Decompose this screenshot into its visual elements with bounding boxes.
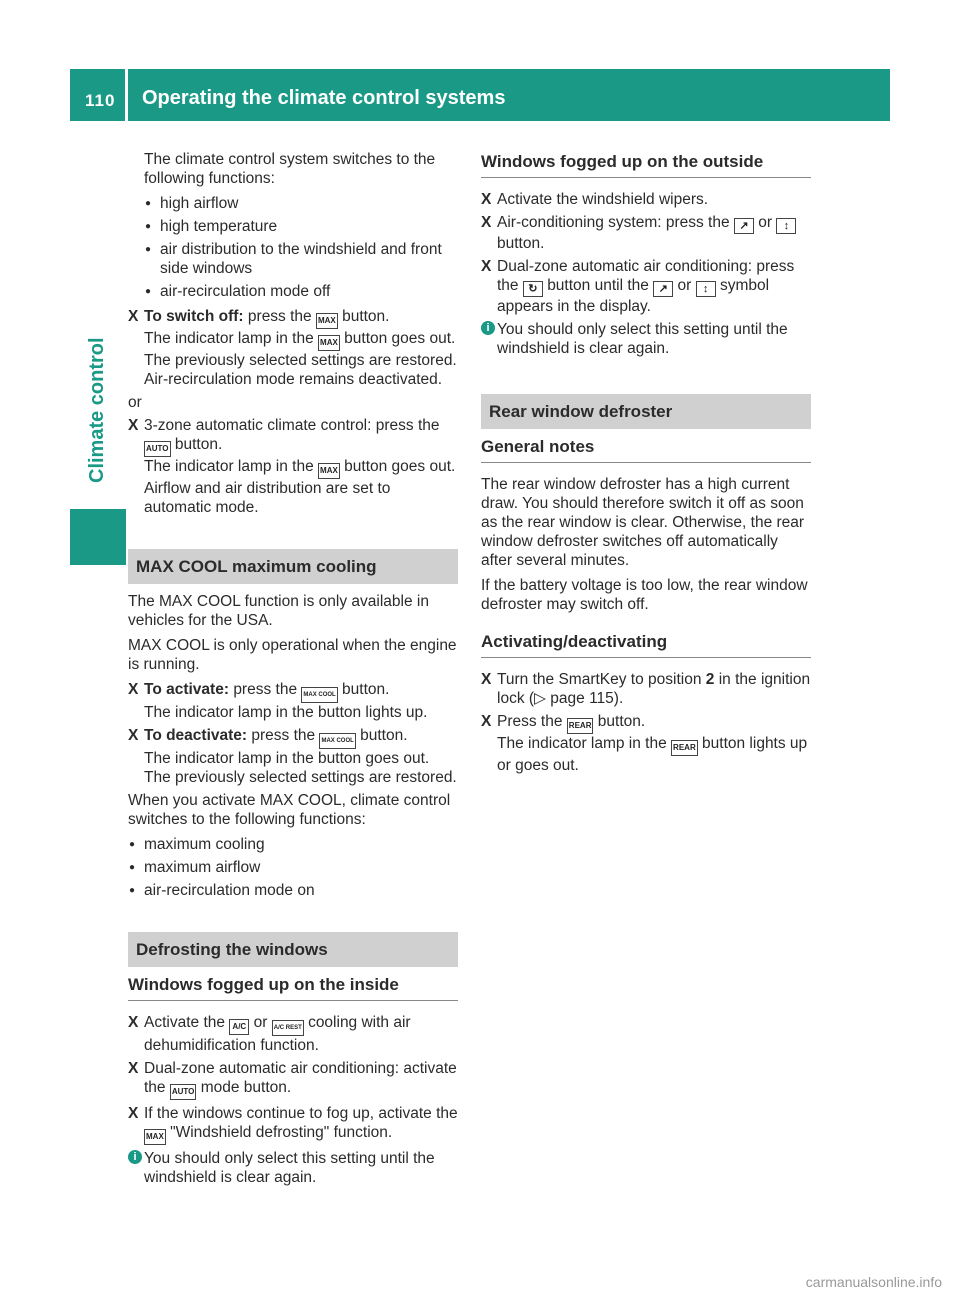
step-text: press the: [233, 681, 298, 698]
step-text: ).: [613, 690, 624, 707]
windshield-max-icon: MAX: [316, 313, 338, 329]
step-text: or: [253, 1014, 268, 1031]
step-arrow-icon: X: [481, 191, 492, 208]
page-header: [70, 69, 890, 121]
list-item: ● air distribution to the windshield and front side windows: [128, 240, 458, 278]
step-arrow-icon: X: [481, 713, 492, 730]
maxcool-icon: MAX COOL: [301, 687, 337, 703]
paragraph: MAX COOL is only operational when the engine is running.: [128, 637, 457, 673]
header-divider: [125, 69, 128, 121]
outside-step: [481, 257, 811, 316]
left-column: [128, 150, 458, 1191]
deactivate-step: [128, 726, 458, 787]
windshield-max-icon: MAX: [318, 463, 340, 479]
air-cycle-icon: ↻: [523, 281, 543, 297]
page-reference-link[interactable]: page 115: [550, 690, 614, 707]
step-text: button.: [174, 436, 223, 453]
outside-step: [481, 190, 811, 209]
step-text: button until the: [547, 277, 649, 294]
heading-text: MAX COOL maximum cooling: [136, 557, 377, 576]
step-detail: The indicator lamp in the: [144, 330, 314, 347]
step-detail: The indicator lamp in the: [144, 458, 314, 475]
activating-heading: Activating/deactivating: [481, 632, 811, 658]
rear-defroster-icon: REAR: [567, 718, 594, 734]
windshield-max-icon: MAX: [318, 335, 340, 351]
step-text: Dual-zone automatic air conditioning: activate the: [144, 1060, 457, 1096]
step-arrow-icon: X: [128, 308, 139, 325]
general-heading: General notes: [481, 437, 811, 463]
page-number: 110: [85, 91, 116, 110]
side-tab: [70, 121, 126, 509]
step-text: button.: [342, 308, 390, 325]
step-detail: button goes out. The previously selected settings are restored. Air-recirculation mode remains deactivated.: [144, 330, 457, 388]
step-detail: The indicator lamp in the button lights up.: [144, 704, 428, 721]
step-text: in the ignition lock (: [497, 671, 811, 707]
side-tab-marker: [70, 509, 126, 565]
zone-step: [128, 416, 458, 517]
info-text: You should only select this setting until the windshield is clear again.: [497, 321, 788, 357]
list-item: ● high airflow: [128, 194, 458, 213]
paragraph: If the battery voltage is too low, the rear window defroster may switch off.: [481, 577, 808, 613]
step-text: Press the: [497, 713, 563, 730]
inside-step: [128, 1013, 458, 1055]
step-arrow-icon: X: [128, 681, 139, 698]
air-up-icon: ↗: [734, 218, 754, 234]
step-arrow-icon: X: [128, 1060, 139, 1077]
switch-off-step: [128, 307, 458, 389]
step-arrow-icon: X: [481, 214, 492, 231]
paragraph: The MAX COOL function is only available in vehicles for the USA.: [128, 593, 429, 629]
step-arrow-icon: X: [128, 1105, 139, 1122]
page-title: Operating the climate control systems: [142, 87, 506, 109]
step-text: press the: [247, 308, 312, 325]
rear-heading: [481, 394, 811, 429]
watermark: carmanualsonline.info: [805, 1274, 942, 1290]
step-text: "Windshield defrosting" function.: [170, 1124, 393, 1141]
ac-rest-icon: A/C REST: [272, 1020, 304, 1036]
list-item: ● maximum airflow: [128, 858, 458, 877]
info-note: [128, 1149, 458, 1187]
step-arrow-icon: X: [128, 417, 139, 434]
air-up-down-icon: ↕: [696, 281, 716, 297]
activating-step: [481, 712, 811, 775]
step-text: button.: [342, 681, 390, 698]
ignition-position: 2: [705, 671, 715, 688]
outside-heading: Windows fogged up on the outside: [481, 152, 811, 178]
step-detail: The indicator lamp in the: [497, 735, 667, 752]
page-ref-arrow-icon: ▷: [534, 690, 546, 707]
defrost-heading: [128, 932, 458, 967]
step-text: Dual-zone automatic air conditioning: press the: [497, 258, 795, 294]
rear-defroster-icon: REAR: [671, 740, 698, 756]
outside-step: [481, 213, 811, 253]
step-detail: button goes out. Airflow and air distribution are set to automatic mode.: [144, 458, 456, 516]
info-text: You should only select this setting until the windshield is clear again.: [144, 1150, 435, 1186]
step-detail: button lights up or goes out.: [497, 735, 808, 774]
activating-step: [481, 670, 811, 708]
step-text: 3-zone automatic climate control: press the: [144, 417, 440, 434]
air-up-icon: ↗: [653, 281, 673, 297]
step-text: button.: [360, 727, 408, 744]
or-text: or: [128, 394, 142, 411]
info-icon: i: [128, 1150, 142, 1164]
inside-heading: Windows fogged up on the inside: [128, 975, 458, 1001]
inside-step: [128, 1059, 458, 1100]
step-arrow-icon: X: [481, 258, 492, 275]
info-icon: i: [481, 321, 495, 335]
step-text: Air-conditioning system: press the: [497, 214, 730, 231]
step-detail: The indicator lamp in the button goes out. The previously selected settings are restored.: [144, 750, 457, 786]
info-note: [481, 320, 811, 358]
auto-icon: AUTO: [144, 441, 171, 457]
list-item: ● high temperature: [128, 217, 458, 236]
step-text: cooling with air dehumidification function.: [144, 1014, 411, 1054]
step-text: press the: [251, 727, 316, 744]
list-item: ● air-recirculation mode on: [128, 881, 458, 900]
activate-label: To activate:: [144, 681, 229, 698]
paragraph: The rear window defroster has a high current draw. You should therefore switch it off as soon as the rear window is clear. Otherwise, the rear window defroster switches off automatically after several minutes.: [481, 476, 805, 569]
step-arrow-icon: X: [128, 1014, 139, 1031]
step-arrow-icon: X: [481, 671, 492, 688]
inside-step: [128, 1104, 458, 1145]
step-text: If the windows continue to fog up, activate the: [144, 1105, 458, 1122]
step-text: Turn the SmartKey to position: [497, 671, 702, 688]
heading-text: Rear window defroster: [489, 402, 673, 421]
deactivate-label: To deactivate:: [144, 727, 248, 744]
activate-step: [128, 680, 458, 722]
maxcool-heading: [128, 549, 458, 584]
heading-text: Defrosting the windows: [136, 940, 328, 959]
paragraph: When you activate MAX COOL, climate control switches to the following functions:: [128, 792, 451, 828]
ac-icon: A/C: [229, 1019, 249, 1035]
step-text: Activate the windshield wipers.: [497, 191, 709, 208]
windshield-max-icon: MAX: [144, 1129, 166, 1145]
side-tab-label: Climate control: [86, 337, 108, 483]
step-text: button.: [597, 713, 646, 730]
step-text: or: [758, 214, 773, 231]
auto-icon: AUTO: [170, 1084, 197, 1100]
list-item: ● maximum cooling: [128, 835, 458, 854]
step-text: button.: [497, 235, 545, 252]
step-text: or: [677, 277, 692, 294]
step-arrow-icon: X: [128, 727, 139, 744]
list-item: ● air-recirculation mode off: [128, 282, 458, 301]
switch-off-label: To switch off:: [144, 308, 244, 325]
step-text: mode button.: [200, 1079, 292, 1096]
step-text: Activate the: [144, 1014, 225, 1031]
maxcool-icon: MAX COOL: [319, 733, 355, 749]
intro-text: The climate control system switches to the following functions:: [144, 151, 436, 187]
step-text: symbol appears in the display.: [497, 277, 770, 315]
right-column: [481, 150, 811, 779]
air-up-down-icon: ↕: [776, 218, 796, 234]
